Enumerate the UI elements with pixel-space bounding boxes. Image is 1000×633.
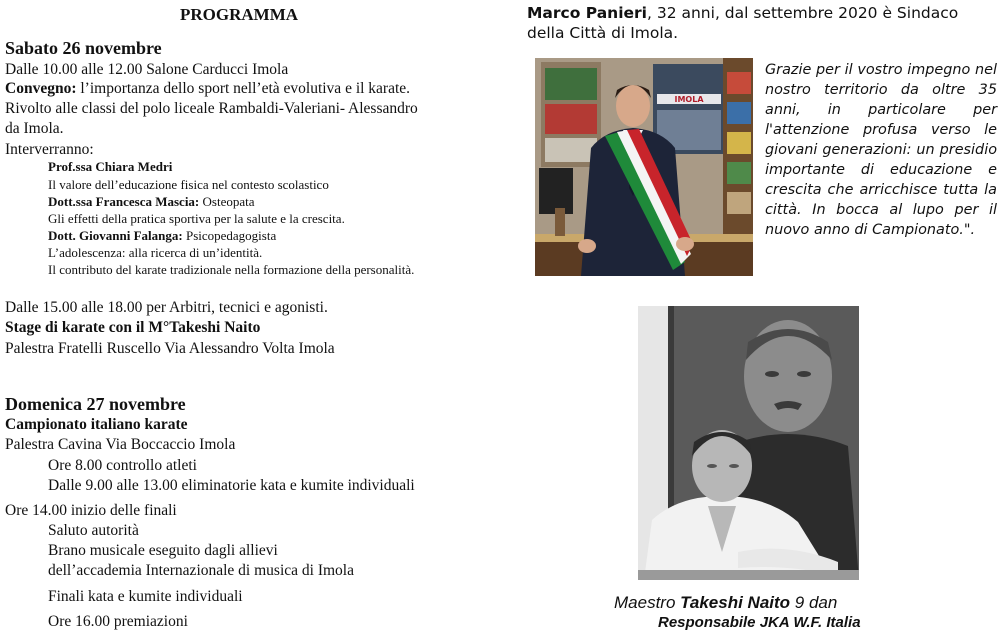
mayor-quote: Grazie per il vostro impegno nel nostro territorio da oltre 35 anni, in particolare per l'attenzione profusa verso le giovani generazioni: un presidio importante di educazione e crescita che arricchisce tutta la città. In bocca al lupo per il nuovo anno di Campionato.". — [765, 62, 997, 238]
speaker-name: Prof.ssa Chiara Medri — [48, 159, 173, 174]
mayor-intro: Marco Panieri, 32 anni, dal settembre 2020 è Sindaco — [527, 4, 959, 22]
stage-place: Palestra Fratelli Ruscello Via Alessandro Volta Imola — [5, 340, 335, 357]
mayor-photo-illustration — [535, 58, 753, 276]
ore14-line: Ore 14.00 inizio delle finali — [5, 502, 177, 519]
master-role: Responsabile JKA W.F. Italia — [658, 614, 861, 631]
saluto-line: Saluto autorità — [48, 522, 139, 539]
campionato-title: Campionato italiano karate — [5, 416, 188, 433]
stage-title: Stage di karate con il M°Takeshi Naito — [5, 319, 261, 336]
brano-line: Brano musicale eseguito dagli allievi — [48, 542, 278, 559]
finali-line: Finali kata e kumite individuali — [48, 588, 243, 605]
saturday-morning-time: Dalle 10.00 alle 12.00 Salone Carducci Imola — [5, 61, 289, 78]
master-name: Takeshi Naito — [680, 593, 791, 612]
accademia-line: dell’accademia Internazionale di musica di Imola — [48, 562, 354, 579]
saturday-afternoon-time: Dalle 15.00 alle 18.00 per Arbitri, tecnici e agonisti. — [5, 299, 328, 316]
master-photo — [638, 306, 859, 580]
speaker-topic: Il contributo del karate tradizionale nella formazione della personalità. — [48, 262, 415, 277]
programma-title: PROGRAMMA — [180, 5, 299, 24]
saturday-heading: Sabato 26 novembre — [5, 38, 162, 58]
rivolto-line-2: da Imola. — [5, 120, 64, 137]
master-photo-illustration — [638, 306, 859, 580]
speaker-topic: Gli effetti della pratica sportiva per la salute e la crescita. — [48, 211, 345, 226]
sunday-heading: Domenica 27 novembre — [5, 394, 186, 414]
convegno-line — [5, 79, 410, 98]
mayor-name: Marco Panieri — [527, 4, 647, 22]
ore16-line: Ore 16.00 premiazioni — [48, 613, 188, 630]
svg-text:IMOLA: IMOLA — [674, 95, 704, 104]
sunday-place: Palestra Cavina Via Boccaccio Imola — [5, 436, 236, 453]
ore8-line: Ore 8.00 controllo atleti — [48, 457, 197, 474]
dalle9-line: Dalle 9.00 alle 13.00 eliminatorie kata e kumite individuali — [48, 477, 415, 494]
rivolto-line-1: Rivolto alle classi del polo liceale Rambaldi-Valeriani- Alessandro — [5, 100, 418, 117]
speaker-name: Dott.ssa Francesca Mascia: Osteopata — [48, 194, 255, 209]
convegno-label: Convegno: — [5, 80, 77, 97]
speaker-topic: Il valore dell’educazione fisica nel contesto scolastico — [48, 177, 329, 192]
master-caption: Maestro Takeshi Naito 9 dan — [614, 593, 838, 612]
convegno-text: l’importanza dello sport nell’età evolutiva e il karate. — [76, 80, 411, 97]
speaker-topic: L’adolescenza: alla ricerca di un’identità. — [48, 245, 263, 260]
mayor-intro-line-2: della Città di Imola. — [527, 24, 679, 42]
mayor-photo — [535, 58, 753, 276]
interverranno-label: Interverranno: — [5, 141, 94, 158]
speaker-name: Dott. Giovanni Falanga: Psicopedagogista — [48, 228, 277, 243]
